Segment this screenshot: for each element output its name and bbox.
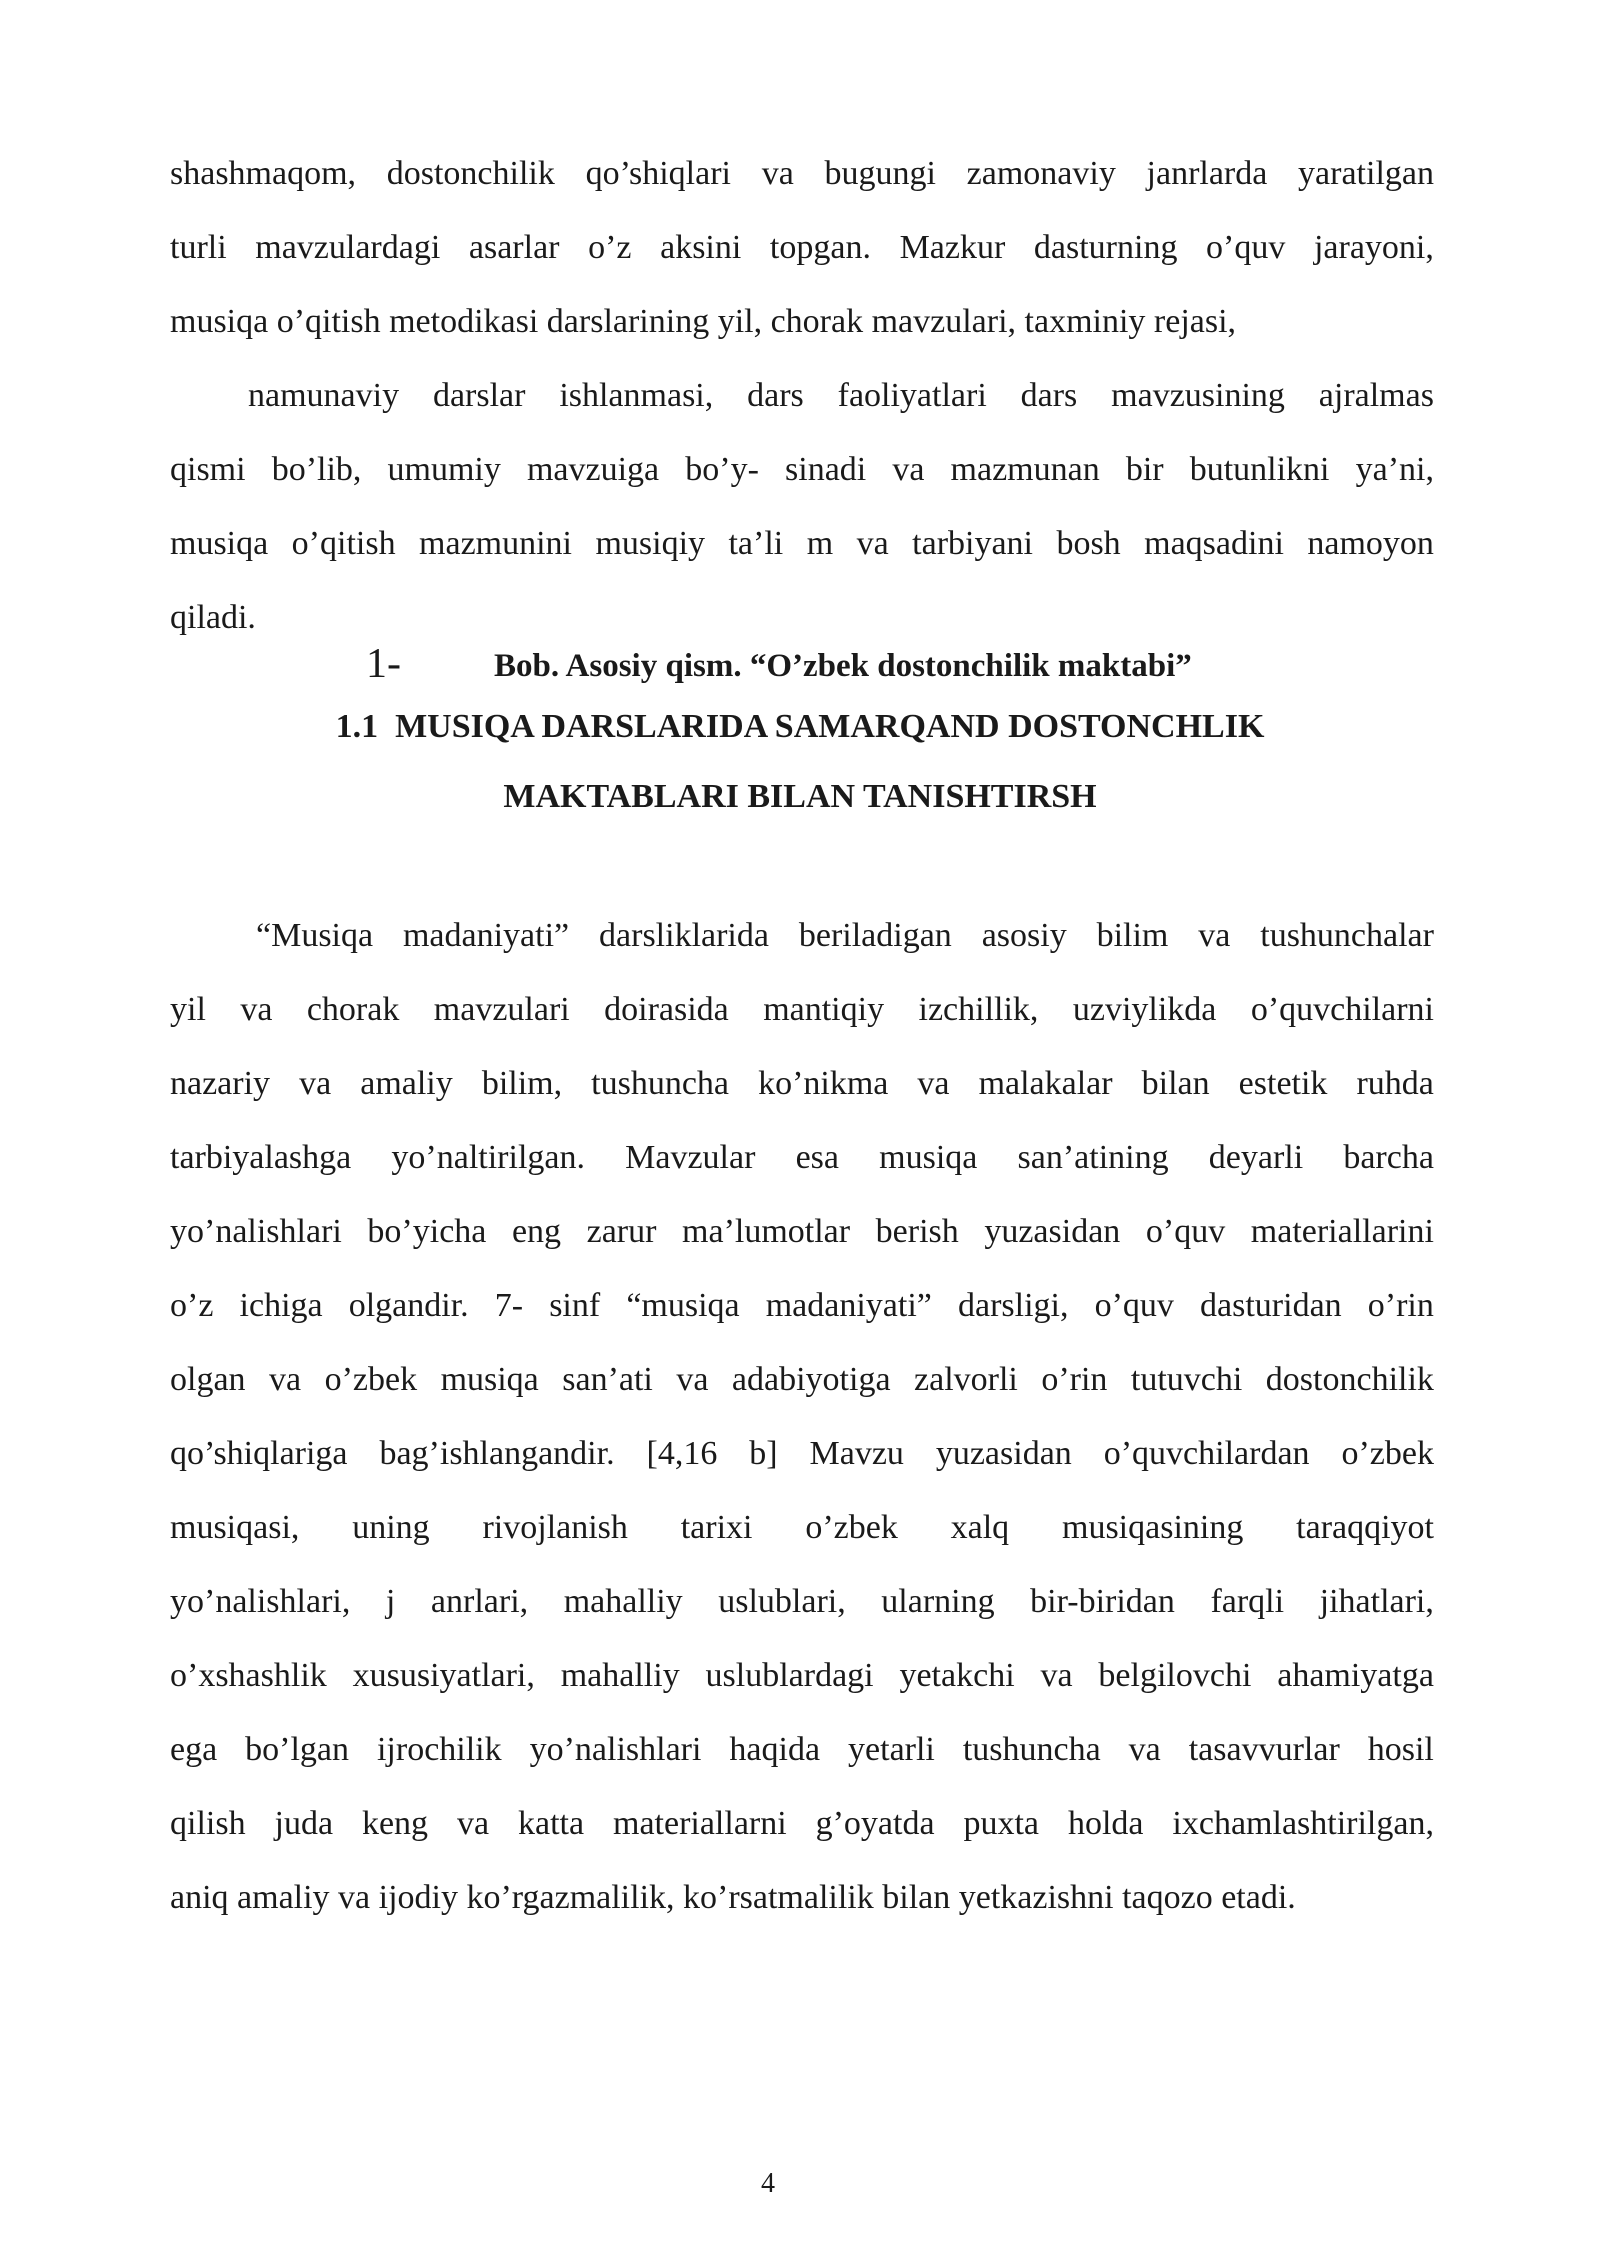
text-line: olgan va o’zbek musiqa san’ati va adabiyotiga zalvorli o’rin tutuvchi dostonchilik	[170, 1361, 1434, 1398]
text-line: musiqa o’qitish metodikasi darslarining yil, chorak mavzulari, taxminiy rejasi,	[170, 303, 1237, 340]
text-line: ega bo’lgan ijrochilik yo’nalishlari haqida yetarli tushuncha va tasavvurlar hosil	[170, 1731, 1434, 1768]
text-line: musiqasi, uning rivojlanish tarixi o’zbek xalq musiqasining taraqqiyot	[170, 1509, 1434, 1546]
section-heading-line-1: 1.1 MUSIQA DARSLARIDA SAMARQAND DOSTONCHLIK	[335, 708, 1265, 745]
text-line: o’z ichiga olgandir. 7- sinf “musiqa madaniyati” darsligi, o’quv dasturidan o’rin	[170, 1287, 1434, 1324]
chapter-number: 1-	[366, 641, 401, 687]
text-line: tarbiyalashga yo’naltirilgan. Mavzular esa musiqa san’atining deyarli barcha	[170, 1139, 1434, 1176]
text-line: aniq amaliy va ijodiy ko’rgazmalilik, ko’rsatmalilik bilan yetkazishni taqozo etadi.	[170, 1879, 1296, 1916]
text-line: namunaviy darslar ishlanmasi, dars faoliyatlari dars mavzusining ajralmas	[248, 377, 1434, 414]
text-line: yo’nalishlari, j anrlari, mahalliy uslublari, ularning bir-biridan farqli jihatlari,	[170, 1583, 1434, 1620]
chapter-title: Bob. Asosiy qism. “O’zbek dostonchilik maktabi”	[494, 648, 1192, 684]
text-line: o’xshashlik xususiyatlari, mahalliy uslublardagi yetakchi va belgilovchi ahamiyatga	[170, 1657, 1434, 1694]
text-line: turli mavzulardagi asarlar o’z aksini topgan. Mazkur dasturning o’quv jarayoni,	[170, 229, 1434, 266]
text-line: qiladi.	[170, 599, 256, 636]
chapter-heading	[0, 640, 1600, 700]
text-line: qilish juda keng va katta materiallarni g’oyatda puxta holda ixchamlashtirilgan,	[170, 1805, 1434, 1842]
paragraph-2	[170, 359, 1434, 655]
text-line: shashmaqom, dostonchilik qo’shiqlari va bugungi zamonaviy janrlarda yaratilgan	[170, 155, 1434, 192]
text-line: yo’nalishlari bo’yicha eng zarur ma’lumotlar berish yuzasidan o’quv materiallarini	[170, 1213, 1434, 1250]
text-line: qismi bo’lib, umumiy mavzuiga bo’y- sinadi va mazmunan bir butunlikni ya’ni,	[170, 451, 1434, 488]
page-number: 4	[761, 2168, 775, 2199]
text-line: qo’shiqlariga bag’ishlangandir. [4,16 b] Mavzu yuzasidan o’quvchilardan o’zbek	[170, 1435, 1434, 1472]
text-line: “Musiqa madaniyati” darsliklarida beriladigan asosiy bilim va tushunchalar	[256, 917, 1434, 954]
text-line: yil va chorak mavzulari doirasida mantiqiy izchillik, uzviylikda o’quvchilarni	[170, 991, 1434, 1028]
paragraph-3	[170, 899, 1434, 1935]
text-line: nazariy va amaliy bilim, tushuncha ko’nikma va malakalar bilan estetik ruhda	[170, 1065, 1434, 1102]
text-line: musiqa o’qitish mazmunini musiqiy ta’li m va tarbiyani bosh maqsadini namoyon	[170, 525, 1434, 562]
section-heading-line-2: MAKTABLARI BILAN TANISHTIRSH	[503, 778, 1097, 815]
paragraph-1	[170, 137, 1434, 359]
